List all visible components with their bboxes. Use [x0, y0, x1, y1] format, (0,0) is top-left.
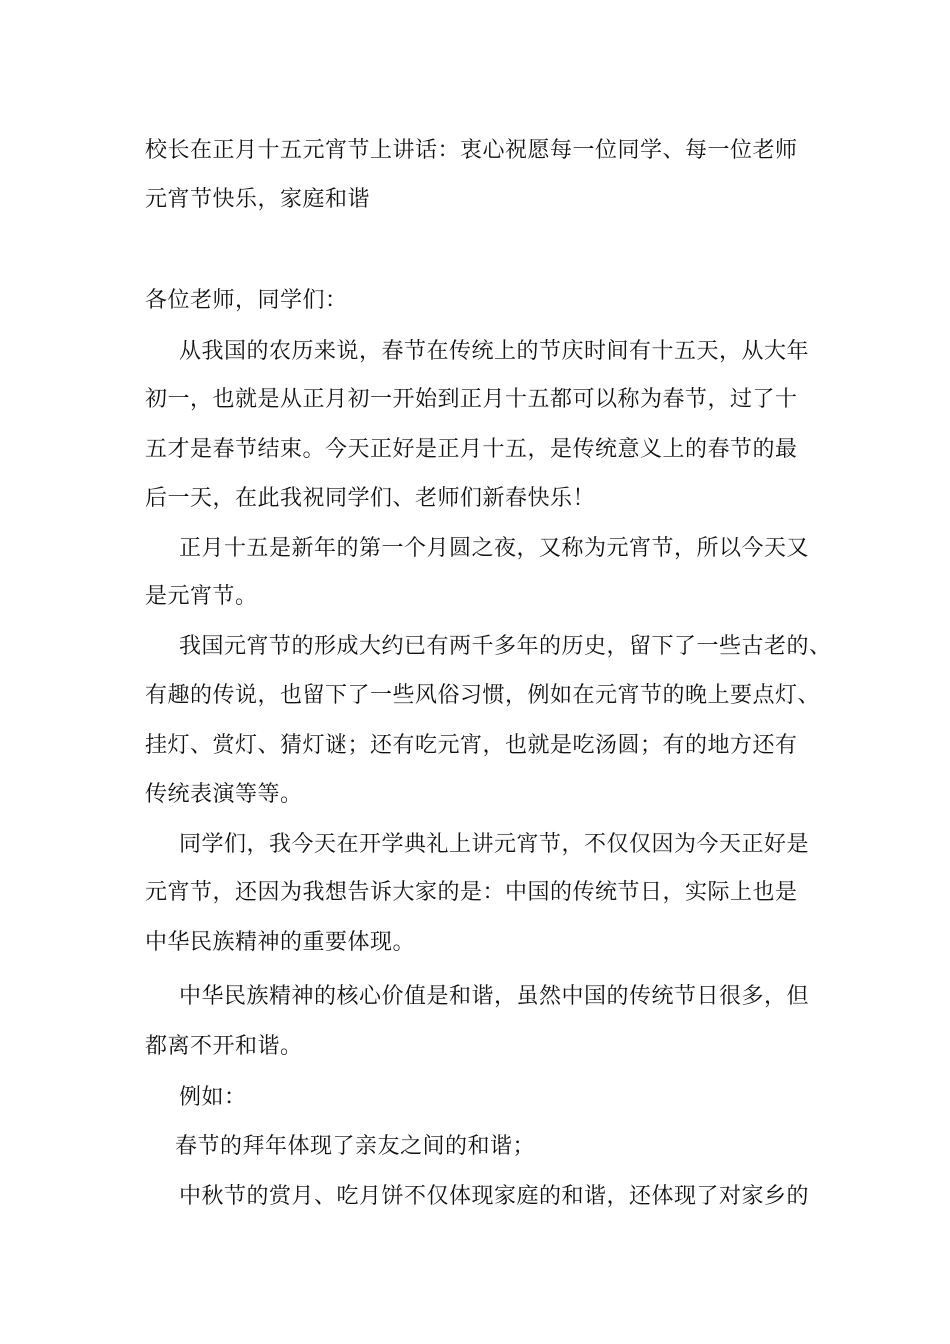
- paragraph-line: 初一，也就是从正月初一开始到正月十五都可以称为春节，过了十: [145, 387, 798, 412]
- paragraph-line: 例如：: [179, 1085, 247, 1110]
- paragraph-line: 正月十五是新年的第一个月圆之夜，又称为元宵节，所以今天又: [179, 536, 810, 561]
- paragraph-line: 春节的拜年体现了亲友之间的和谐；: [175, 1134, 536, 1159]
- paragraph-line: 挂灯、赏灯、猜灯谜；还有吃元宵，也就是吃汤圆；有的地方还有: [145, 733, 798, 758]
- paragraph-line: 五才是春节结束。今天正好是正月十五，是传统意义上的春节的最: [145, 437, 798, 462]
- document-title-line-1: 校长在正月十五元宵节上讲话：衷心祝愿每一位同学、每一位老师: [145, 138, 798, 163]
- paragraph-line: 后一天，在此我祝同学们、老师们新春快乐！: [145, 486, 596, 511]
- paragraph-line: 都离不开和谐。: [145, 1034, 303, 1059]
- paragraph-line: 中华民族精神的重要体现。: [145, 930, 416, 955]
- paragraph-line: 传统表演等等。: [145, 782, 303, 807]
- paragraph-line: 有趣的传说，也留下了一些风俗习惯，例如在元宵节的晚上要点灯、: [145, 683, 821, 708]
- paragraph-line: 中秋节的赏月、吃月饼不仅体现家庭的和谐，还体现了对家乡的: [179, 1184, 810, 1209]
- paragraph-line: 元宵节，还因为我想告诉大家的是：中国的传统节日，实际上也是: [145, 880, 798, 905]
- paragraph-line: 从我国的农历来说，春节在传统上的节庆时间有十五天，从大年: [179, 339, 810, 364]
- greeting: 各位老师，同学们：: [145, 288, 348, 313]
- paragraph-line: 同学们，我今天在开学典礼上讲元宵节，不仅仅因为今天正好是: [179, 832, 810, 857]
- paragraph-line: 中华民族精神的核心价值是和谐，虽然中国的传统节日很多，但: [179, 984, 810, 1009]
- paragraph-line: 我国元宵节的形成大约已有两千多年的历史，留下了一些古老的、: [179, 634, 832, 659]
- paragraph-line: 是元宵节。: [145, 584, 258, 609]
- document-title-line-2: 元宵节快乐，家庭和谐: [145, 187, 371, 212]
